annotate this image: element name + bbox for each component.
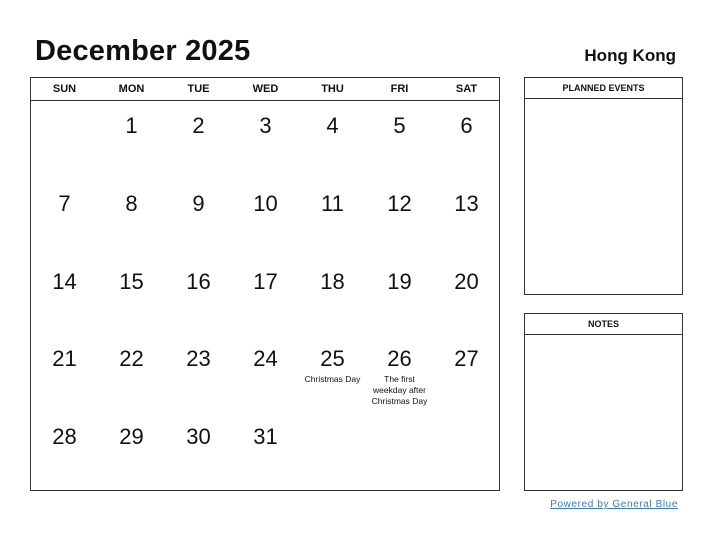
day-cell: [433, 101, 500, 179]
day-cell: [299, 334, 366, 412]
day-number: 30: [186, 424, 211, 450]
day-cell: [366, 412, 433, 490]
day-number: 13: [454, 190, 479, 216]
day-number: 5: [393, 113, 406, 138]
day-number: 9: [192, 190, 205, 216]
day-number: 19: [387, 268, 412, 294]
weekday-tue: TUE: [187, 83, 210, 95]
day-cell: [433, 179, 500, 257]
day-number: 7: [58, 190, 71, 216]
day-number: 21: [52, 346, 77, 372]
day-grid: [31, 101, 499, 490]
weekday-thu: THU: [321, 83, 344, 95]
day-number: 26: [387, 346, 412, 372]
day-cell: [98, 179, 165, 257]
day-cell: [165, 179, 232, 257]
notes-heading: NOTES: [525, 314, 682, 335]
day-number: 16: [186, 268, 211, 294]
day-cell: [433, 257, 500, 335]
day-cell: [98, 257, 165, 335]
day-number: 14: [52, 268, 77, 294]
day-cell: [165, 334, 232, 412]
day-cell: [232, 179, 299, 257]
day-cell: [299, 412, 366, 490]
day-cell: [366, 334, 433, 412]
day-cell: [232, 101, 299, 179]
region-label: Hong Kong: [584, 46, 676, 65]
day-number: 25: [320, 346, 345, 372]
day-number: 28: [52, 424, 77, 450]
day-cell: [366, 257, 433, 335]
powered-by-link[interactable]: Powered by General Blue: [550, 499, 678, 510]
day-cell: [433, 334, 500, 412]
notes-panel: [524, 313, 683, 491]
day-cell: [366, 101, 433, 179]
day-number: 4: [326, 113, 339, 138]
day-cell: [232, 412, 299, 490]
day-cell: [31, 257, 98, 335]
day-cell: [165, 412, 232, 490]
day-cell: [98, 412, 165, 490]
day-number: 11: [321, 190, 344, 216]
calendar-title: December 2025: [35, 35, 251, 67]
holiday-label: The first weekday after Christmas Day: [371, 374, 428, 407]
day-number: 20: [454, 268, 479, 294]
day-number: 27: [454, 346, 479, 372]
day-number: 2: [192, 113, 205, 138]
planned-events-panel: [524, 77, 683, 295]
weekday-sun: SUN: [52, 83, 77, 95]
holiday-label: Christmas Day: [304, 374, 361, 385]
day-cell: [232, 334, 299, 412]
day-number: 12: [387, 190, 412, 216]
day-cell: [433, 412, 500, 490]
month-calendar: [30, 77, 500, 491]
day-cell: [98, 334, 165, 412]
weekday-fri: FRI: [390, 83, 409, 95]
day-cell: [165, 101, 232, 179]
day-cell: [165, 257, 232, 335]
planned-events-heading: PLANNED EVENTS: [525, 78, 682, 99]
day-number: 24: [253, 346, 278, 372]
day-cell: [98, 101, 165, 179]
day-number: 3: [259, 113, 272, 138]
day-cell: [31, 334, 98, 412]
weekday-mon: MON: [118, 83, 145, 95]
day-cell: [299, 257, 366, 335]
weekday-sat: SAT: [455, 83, 478, 95]
weekday-wed: WED: [252, 83, 279, 95]
day-cell: [299, 179, 366, 257]
day-number: 15: [119, 268, 144, 294]
day-cell: [31, 179, 98, 257]
day-cell: [299, 101, 366, 179]
day-number: 10: [253, 190, 278, 216]
day-number: 17: [253, 268, 278, 294]
day-number: 6: [460, 113, 473, 138]
day-number: 8: [125, 190, 138, 216]
day-cell: [31, 101, 98, 179]
day-cell: [232, 257, 299, 335]
day-number: 29: [119, 424, 144, 450]
day-cell: [366, 179, 433, 257]
day-number: 1: [125, 113, 138, 138]
day-number: 22: [119, 346, 144, 372]
weekday-header-row: [31, 78, 499, 101]
day-cell: [31, 412, 98, 490]
day-number: 18: [320, 268, 345, 294]
day-number: 31: [253, 424, 278, 450]
day-number: 23: [186, 346, 211, 372]
